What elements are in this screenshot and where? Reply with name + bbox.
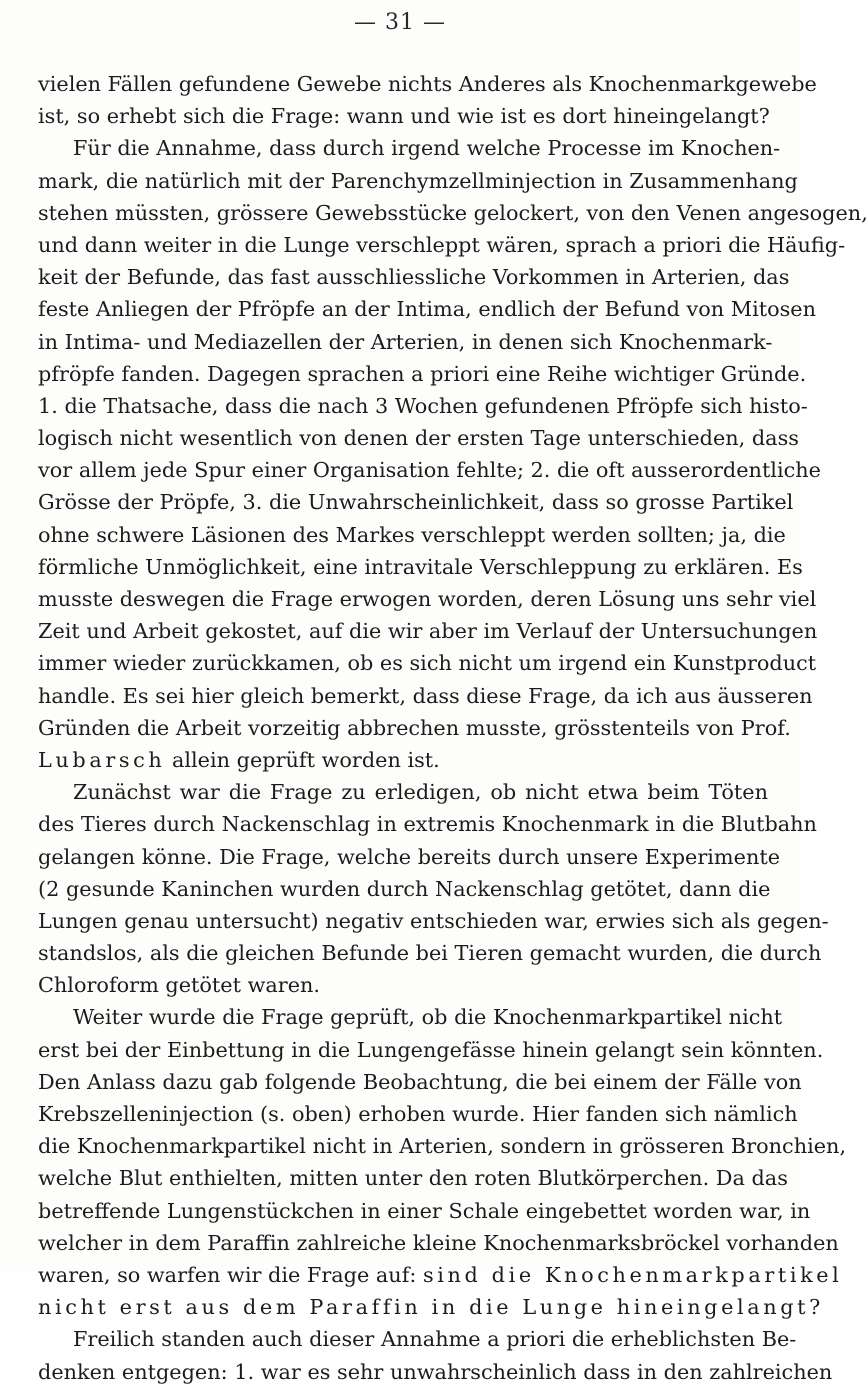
text-line: Für die Annahme, dass durch irgend welche Processe im Knochen- <box>73 136 781 161</box>
text-line: keit der Befunde, das fast ausschliessliche Vorkommen in Arterien, das <box>38 265 790 290</box>
body-text <box>38 68 868 1388</box>
text-line: Zunächst war die Frage zu erledigen, ob nicht etwa beim Töten <box>73 780 768 805</box>
text-line: welcher in dem Paraffin zahlreiche kleine Knochenmarksbröckel vorhanden <box>38 1230 839 1255</box>
text-line: Weiter wurde die Frage geprüft, ob die Knochenmarkpartikel nicht <box>73 1005 783 1030</box>
spaced-emphasis: sind die Knochenmarkpartikel <box>423 1262 843 1287</box>
text-line: (2 gesunde Kaninchen wurden durch Nackenschlag getötet, dann die <box>38 876 771 901</box>
text-line: handle. Es sei hier gleich bemerkt, dass diese Frage, da ich aus äusseren <box>38 683 813 708</box>
line-text: allein geprüft worden ist. <box>165 747 440 772</box>
text-line: gelangen könne. Die Frage, welche bereits durch unsere Experimente <box>38 844 781 869</box>
spaced-emphasis: nicht erst aus dem Paraffin in die Lunge hineingelangt? <box>38 1295 824 1320</box>
page-number: — 31 — <box>354 10 446 35</box>
text-line: die Knochenmarkpartikel nicht in Arterien, sondern in grösseren Bronchien, <box>38 1134 847 1159</box>
text-line: des Tieres durch Nackenschlag in extremis Knochenmark in die Blutbahn <box>38 812 817 837</box>
text-line: ohne schwere Läsionen des Markes verschleppt werden sollten; ja, die <box>38 522 786 547</box>
text-line: Lungen genau untersucht) negativ entschieden war, erwies sich als gegen- <box>38 908 829 933</box>
text-line: in Intima- und Mediazellen der Arterien, in denen sich Knochenmark- <box>38 329 773 354</box>
spaced-emphasis: Lubarsch <box>38 747 166 772</box>
text-line: vor allem jede Spur einer Organisation fehlte; 2. die oft ausserordentliche <box>38 458 821 483</box>
text-line: stehen müssten, grössere Gewebsstücke gelockert, von den Venen angesogen, <box>38 200 868 225</box>
text-line: Den Anlass dazu gab folgende Beobachtung, die bei einem der Fälle von <box>38 1069 802 1094</box>
text-line: Krebszelleninjection (s. oben) erhoben wurde. Hier fanden sich nämlich <box>38 1102 798 1126</box>
text-line: musste deswegen die Frage erwogen worden, deren Lösung uns sehr viel <box>38 587 817 611</box>
text-line: Gründen die Arbeit vorzeitig abbrechen musste, grösstenteils von Prof. <box>38 715 791 740</box>
text-line: Chloroform getötet waren. <box>38 973 321 998</box>
text-line: welche Blut enthielten, mitten unter den roten Blutkörperchen. Da das <box>38 1166 788 1191</box>
text-line: pfröpfe fanden. Dagegen sprachen a priori eine Reihe wichtiger Gründe. <box>38 361 807 386</box>
text-line <box>38 1259 843 1291</box>
text-line: immer wieder zurückkamen, ob es sich nicht um irgend ein Kunstproduct <box>38 651 817 676</box>
text-line: Freilich standen auch dieser Annahme a priori die erheblichsten Be- <box>73 1327 797 1352</box>
text-line: förmliche Unmöglichkeit, eine intravitale Verschleppung zu erklären. Es <box>38 554 803 579</box>
text-line: logisch nicht wesentlich von denen der ersten Tage unterschieden, dass <box>38 426 799 451</box>
text-line <box>38 744 768 776</box>
text-line: vielen Fällen gefundene Gewebe nichts Anderes als Knochenmarkgewebe <box>38 72 817 96</box>
text-line: und dann weiter in die Lunge verschleppt wären, sprach a priori die Häufig- <box>38 232 846 257</box>
text-line: standslos, als die gleichen Befunde bei Tieren gemacht wurden, die durch <box>38 941 822 966</box>
text-line <box>38 1291 824 1323</box>
text-line: denken entgegen: 1. war es sehr unwahrscheinlich dass in den zahlreichen <box>38 1359 833 1384</box>
text-line: erst bei der Einbettung in die Lungengefässe hinein gelangt sein könnten. <box>38 1037 824 1062</box>
text-line: 1. die Thatsache, dass die nach 3 Wochen gefundenen Pfröpfe sich histo- <box>38 393 808 418</box>
line-text: waren, so warfen wir die Frage auf: <box>38 1262 424 1287</box>
text-line: feste Anliegen der Pfröpfe an der Intima, endlich der Befund von Mitosen <box>38 297 817 322</box>
text-line: Zeit und Arbeit gekostet, auf die wir aber im Verlauf der Untersuchungen <box>38 619 818 644</box>
text-line: mark, die natürlich mit der Parenchymzellminjection in Zusammenhang <box>38 168 798 193</box>
text-line: betreffende Lungenstückchen in einer Schale eingebettet worden war, in <box>38 1198 811 1223</box>
text-line: Grösse der Pröpfe, 3. die Unwahrscheinlichkeit, dass so grosse Partikel <box>38 490 794 515</box>
text-line: ist, so erhebt sich die Frage: wann und wie ist es dort hineingelangt? <box>38 104 770 129</box>
